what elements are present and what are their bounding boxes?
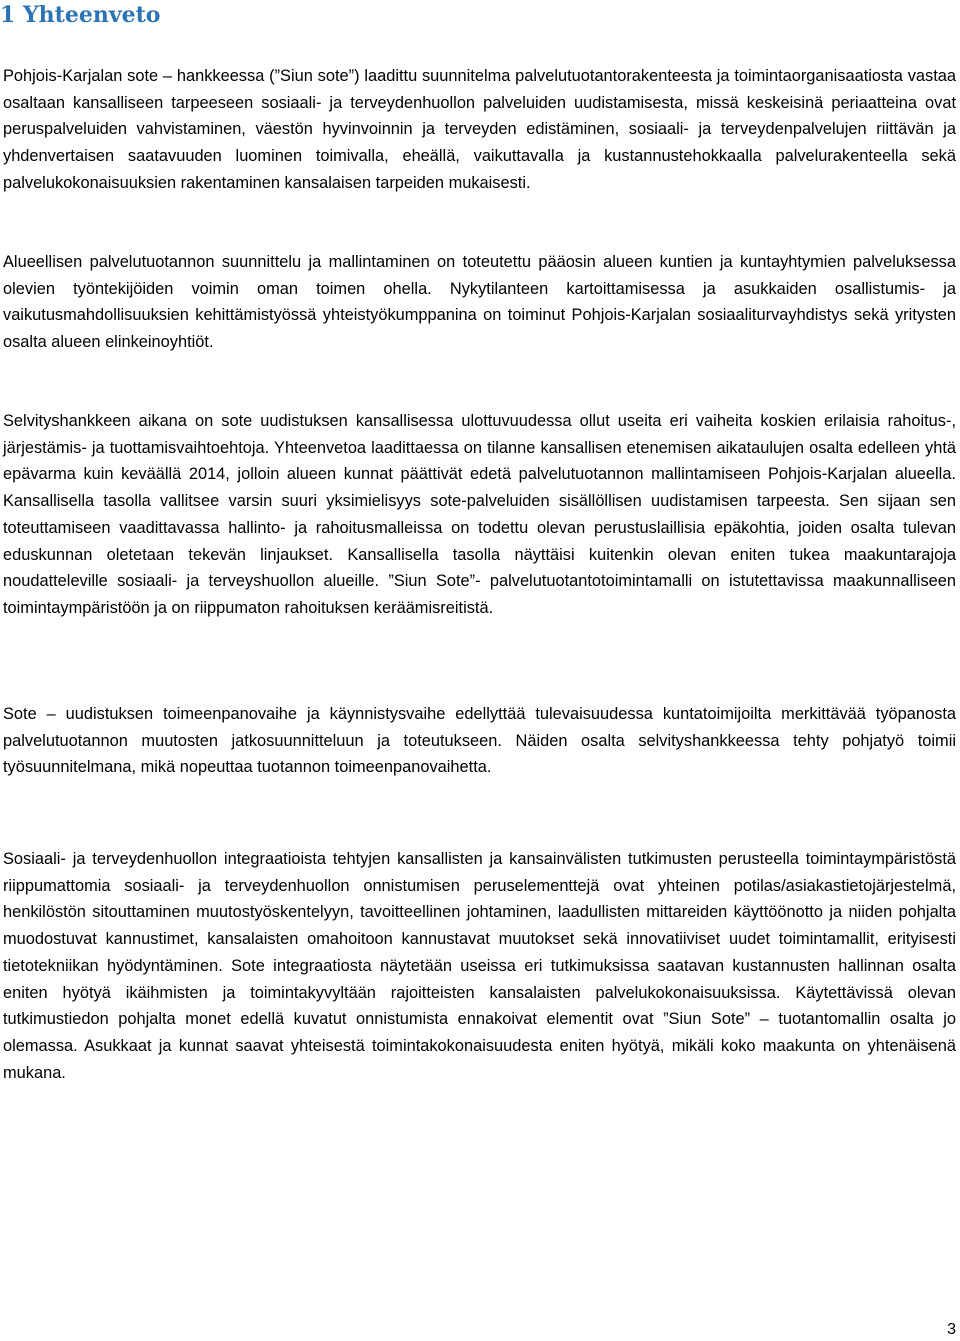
paragraph-summary-intro: Pohjois-Karjalan sote – hankkeessa (”Siun sote”) laadittu suunnitelma palvelutuotantorakenteesta ja toimintaorganisaatiosta vastaa osaltaan kansalliseen tarpeeseen sosiaali- ja terveydenhuollon palveluiden uudistamisesta, missä keskeisinä periaatteina ovat peruspalveluiden vahvistaminen, väestön hyvinvoinnin ja terveyden edistäminen, sosiaali- ja terveydenpalvelujen riittävän ja yhdenvertaisen saatavuuden luominen toimivalla, eheällä, vaikuttavalla ja kustannustehokkaalla palvelurakenteella sekä palvelukokonaisuuksien rakentaminen kansalaisen tarpeiden mukaisesti. bbox=[3, 67, 956, 192]
page-number: 3 bbox=[947, 1321, 956, 1338]
paragraph-national-context: Selvityshankkeen aikana on sote uudistuksen kansallisessa ulottuvuudessa ollut useita eri vaiheita koskien erilaisia rahoitus-, järjestämis- ja tuottamisvaihtoehtoja. Yhteenvetoa laadittaessa on tilanne kansallisen etenemisen aikataulujen osalta edelleen yhtä epävarma kuin keväällä 2014, jolloin alueen kunnat päättivät edetä palvelutuotannon mallintamiseen Pohjois-Karjalan alueella. Kansallisella tasolla vallitsee varsin suuri yksimielisyys sote-palveluiden sisällöllisen uudistamisen tarpeesta. Sen sijaan sen toteuttamiseen vaadittavassa hallinto- ja rahoitusmalleissa on todettu olevan perustuslaillisia epäkohtia, joiden osalta tulevan eduskunnan oletetaan tekevän linjaukset. Kansallisella tasolla näyttäisi kuitenkin olevan eniten tukea maakuntarajoja noudatteleville sosiaali- ja terveyshuollon alueille. ”Siun Sote”- palvelutuotantotoimintamalli on istutettavissa maakunnalliseen toimintaympäristöön ja on riippumaton rahoituksen keräämisreitistä. bbox=[3, 412, 956, 617]
section-heading: 1 Yhteenveto bbox=[0, 2, 161, 28]
paragraph-regional-planning: Alueellisen palvelutuotannon suunnittelu ja mallintaminen on toteutettu pääosin alueen kuntien ja kuntayhtymien palveluksessa olevien työntekijöiden voimin oman toimen ohella. Nykytilanteen kartoittamisessa ja asukkaiden osallistumis- ja vaikutusmahdollisuuksien kehittämistyössä yhteistyökumppanina on toiminut Pohjois-Karjalan sosiaaliturvayhdistys sekä yritysten osalta alueen elinkeinoyhtiöt. bbox=[3, 253, 956, 352]
paragraph-integration-research: Sosiaali- ja terveydenhuollon integraatioista tehtyjen kansallisten ja kansainvälisten tutkimusten perusteella toimintaympäristöstä riippumattomia sosiaali- ja terveydenhuollon onnistumisen peruselementtejä ovat yhteinen potilas/asiakastietojärjestelmä, henkilöstön sitouttaminen muutostyöskentelyyn, tavoitteellinen johtaminen, laadullisten mittareiden käyttöönotto ja niiden pohjalta muodostuvat kannustimet, kansalaisten omahoitoon kannustavat muutokset sekä innovatiiviset uudet toimintamallit, erityisesti tietotekniikan hyödyntäminen. Sote integraatiosta näytetään useissa eri tutkimuksissa saatavan kustannusten hallinnan osalta eniten hyötyä ikäihmisten ja toimintakyvyltään rajoitteisten kansalaisten palvelukokonaisuuksissa. Käytettävissä olevan tutkimustiedon pohjalta monet edellä kuvatut onnistumista ennakoivat elementit ovat ”Siun Sote” – tuotantomallin osalta jo olemassa. Asukkaat ja kunnat saavat yhteisestä toimintakokonaisuudesta eniten hyötyä, mikäli koko maakunta on yhtenäisenä mukana. bbox=[3, 850, 956, 1082]
paragraph-implementation-phase: Sote – uudistuksen toimeenpanovaihe ja käynnistysvaihe edellyttää tulevaisuudessa kuntatoimijoilta merkittävää työpanosta palvelutuotannon muutosten jatkosuunnitteluun ja toteutukseen. Näiden osalta selvityshankkeessa tehty pohjatyö toimii työsuunnitelmana, mikä nopeuttaa tuotannon toimeenpanovaihetta. bbox=[3, 705, 956, 777]
